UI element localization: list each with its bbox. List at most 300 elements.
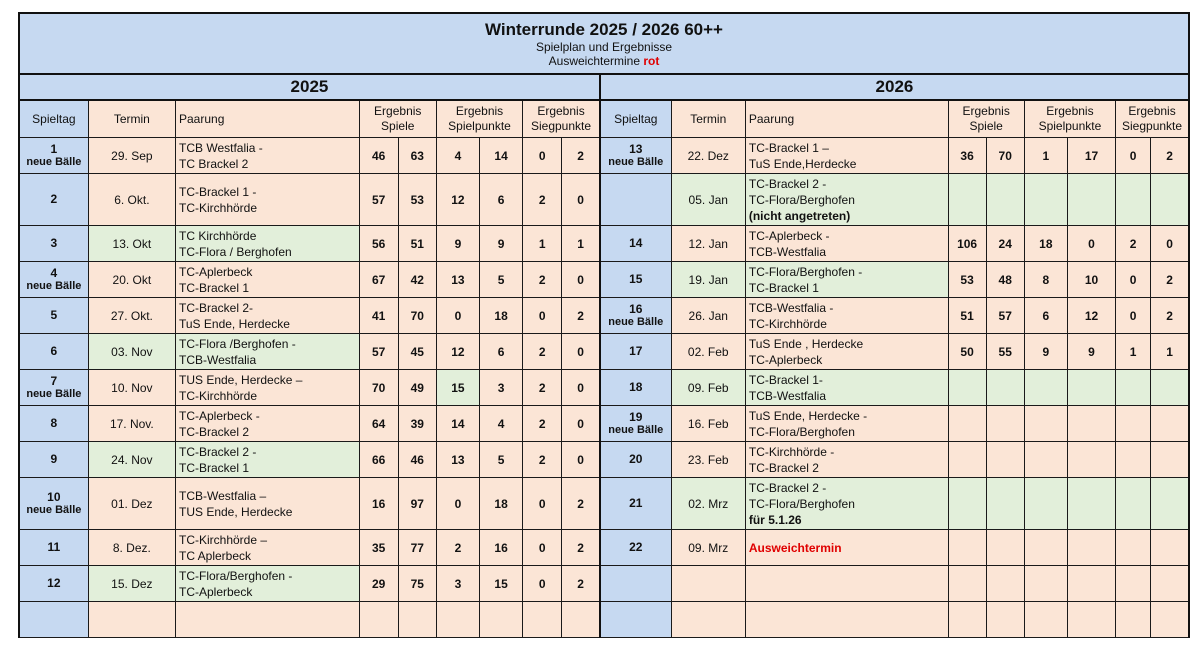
right-score-s2: 57: [986, 298, 1024, 334]
right-spieltag-cell: [600, 138, 671, 174]
right-paarung-cell: [745, 530, 948, 566]
right-spieltag-cell: [600, 406, 671, 442]
left-score-s1: 64: [359, 406, 398, 442]
left-score-s2: 75: [398, 566, 436, 602]
table-row: [19, 334, 1189, 370]
left-score-sp2: 16: [480, 530, 523, 566]
team-name: TCB-Westfalia: [748, 388, 826, 403]
right-score-sg1: [1116, 478, 1151, 530]
right-paarung-cell: [745, 226, 948, 262]
left-score-s1: 46: [359, 138, 398, 174]
schedule-sheet: [18, 12, 1190, 638]
left-score-s2: 63: [398, 138, 436, 174]
left-hdr-ergebnis-spiele: [359, 100, 436, 138]
right-score-sg2: [1151, 442, 1189, 478]
alt-date-label: Ausweichtermin: [748, 540, 842, 555]
team-name: TC-Aplerbeck -: [748, 228, 830, 243]
new-balls-note: neue Bälle: [608, 315, 664, 328]
left-spieltag-cell: [19, 442, 88, 478]
left-score-sg2: 2: [562, 530, 600, 566]
team-name: TC-Brackel 1-: [748, 372, 823, 387]
new-balls-note: neue Bälle: [26, 503, 82, 516]
hdr-ergebnis-text: Ergebnis: [537, 104, 585, 118]
left-spieltag-cell: [19, 334, 88, 370]
right-spieltag-cell: [600, 442, 671, 478]
spieltag-number: 3: [50, 236, 58, 250]
left-score-sp2: [480, 602, 523, 638]
left-score-s1: 35: [359, 530, 398, 566]
right-score-sp2: 10: [1067, 262, 1115, 298]
hdr-paarung-text: Paarung: [748, 112, 795, 126]
right-paarung-cell: [745, 174, 948, 226]
left-score-sg2: [562, 602, 600, 638]
team-name: TC-Flora/Berghofen: [748, 496, 855, 511]
right-score-sg1: [1116, 602, 1151, 638]
right-score-sg1: [1116, 174, 1151, 226]
right-score-s2: [986, 370, 1024, 406]
left-paarung-cell: [176, 174, 360, 226]
hdr-spiele-text: Spiele: [969, 119, 1003, 133]
right-score-s2: 48: [986, 262, 1024, 298]
right-score-sg2: [1151, 478, 1189, 530]
left-score-sg1: 2: [523, 262, 562, 298]
right-score-sg2: [1151, 530, 1189, 566]
left-score-s1: [359, 602, 398, 638]
right-score-sp2: 9: [1067, 334, 1115, 370]
right-score-s1: [948, 478, 986, 530]
right-score-sp2: [1067, 174, 1115, 226]
left-score-sp1: 4: [436, 138, 479, 174]
right-spieltag-cell: [600, 174, 671, 226]
team-name: TCB-Westfalia -: [748, 300, 834, 315]
left-termin-cell: 10. Nov: [88, 370, 175, 406]
right-score-s2: [986, 602, 1024, 638]
hdr-termin-text: Termin: [113, 111, 150, 126]
right-score-s1: [948, 174, 986, 226]
right-score-sp1: [1024, 478, 1067, 530]
spieltag-number: 7: [50, 373, 58, 388]
right-score-sg2: 1: [1151, 334, 1189, 370]
right-score-s1: [948, 370, 986, 406]
right-score-s1: 50: [948, 334, 986, 370]
team-name: TuS Ende, Herdecke -: [748, 408, 868, 423]
right-termin-cell: 02. Mrz: [671, 478, 745, 530]
left-score-sg2: 0: [562, 442, 600, 478]
year-right: 2026: [600, 74, 1189, 100]
right-score-s2: [986, 530, 1024, 566]
left-score-s2: 97: [398, 478, 436, 530]
left-termin-cell: 6. Okt.: [88, 174, 175, 226]
team-name: TuS Ende, Herdecke: [179, 316, 290, 331]
hdr-spieltag-text: Spieltag: [614, 111, 658, 126]
left-paarung-cell: [176, 226, 360, 262]
left-score-sg1: 1: [523, 226, 562, 262]
right-hdr-ergebnis-spiele: [948, 100, 1024, 138]
right-spieltag-cell: [600, 566, 671, 602]
right-score-sp1: [1024, 406, 1067, 442]
spieltag-number: 4: [50, 265, 58, 280]
right-score-sg2: [1151, 174, 1189, 226]
left-score-sg1: 2: [523, 334, 562, 370]
table-row: [19, 566, 1189, 602]
left-spieltag-cell: [19, 370, 88, 406]
left-score-sg2: 1: [562, 226, 600, 262]
team-name: TC-Kirchhörde: [179, 200, 258, 215]
left-score-sg2: 2: [562, 566, 600, 602]
right-termin-cell: 16. Feb: [671, 406, 745, 442]
right-score-sg2: [1151, 602, 1189, 638]
right-score-sg2: 2: [1151, 298, 1189, 334]
team-name: TC Kirchhörde: [179, 228, 257, 243]
spieltag-number: 22: [629, 540, 643, 554]
right-score-s2: 70: [986, 138, 1024, 174]
left-score-sp1: 13: [436, 442, 479, 478]
right-score-sp2: [1067, 530, 1115, 566]
spieltag-number: 13: [629, 141, 643, 156]
table-row: [19, 174, 1189, 226]
right-score-s1: [948, 406, 986, 442]
team-name: TuS Ende,Herdecke: [748, 156, 857, 171]
spieltag-number: 18: [629, 380, 643, 394]
right-score-s2: [986, 174, 1024, 226]
right-score-s2: [986, 478, 1024, 530]
spieltag-number: 8: [50, 416, 58, 430]
left-paarung-cell: [176, 530, 360, 566]
left-hdr-termin: [88, 100, 175, 138]
right-score-sp1: 18: [1024, 226, 1067, 262]
team-name: TCB Westfalia -: [179, 140, 263, 155]
left-score-sp1: 13: [436, 262, 479, 298]
team-name: TC-Aplerbeck: [748, 352, 823, 367]
spieltag-number: 21: [629, 496, 643, 510]
table-row: [19, 442, 1189, 478]
right-paarung-cell: [745, 138, 948, 174]
right-score-s2: 24: [986, 226, 1024, 262]
left-score-sg1: 0: [523, 138, 562, 174]
team-name: TCB-Westfalia: [179, 352, 257, 367]
left-score-sp1: 12: [436, 174, 479, 226]
hdr-ergebnis-text: Ergebnis: [455, 104, 504, 118]
left-spieltag-cell: [19, 226, 88, 262]
right-paarung-cell: [745, 478, 948, 530]
right-score-sp1: [1024, 566, 1067, 602]
right-score-sp2: 0: [1067, 226, 1115, 262]
right-spieltag-cell: [600, 530, 671, 566]
right-score-sg1: 0: [1116, 298, 1151, 334]
left-score-s2: 49: [398, 370, 436, 406]
right-hdr-termin: [671, 100, 745, 138]
hdr-siegpunkte-text: Siegpunkte: [530, 119, 592, 133]
spieltag-number: 10: [47, 489, 61, 504]
right-spieltag-cell: [600, 298, 671, 334]
spieltag-number: 16: [629, 301, 643, 316]
left-score-sg1: 0: [523, 478, 562, 530]
right-score-sp1: 8: [1024, 262, 1067, 298]
left-score-s1: 57: [359, 174, 398, 226]
new-balls-note: neue Bälle: [608, 423, 664, 436]
left-score-sg1: 0: [523, 530, 562, 566]
left-score-sp2: 9: [480, 226, 523, 262]
hdr-ergebnis-text: Ergebnis: [374, 104, 422, 118]
left-paarung-cell: [176, 566, 360, 602]
team-name: TC-Flora/Berghofen -: [179, 568, 293, 583]
left-score-sp1: 0: [436, 298, 479, 334]
left-termin-cell: 8. Dez.: [88, 530, 175, 566]
spieltag-number: 20: [629, 452, 643, 466]
left-paarung-cell: [176, 478, 360, 530]
left-termin-cell: 20. Okt: [88, 262, 175, 298]
team-name: TC-Kirchhörde -: [748, 444, 835, 459]
right-paarung-cell: [745, 370, 948, 406]
left-paarung-cell: [176, 442, 360, 478]
left-score-sp2: 3: [480, 370, 523, 406]
left-score-sp1: 14: [436, 406, 479, 442]
table-row: [19, 406, 1189, 442]
hdr-ergebnis-text: Ergebnis: [1128, 104, 1176, 118]
left-hdr-spieltag: [19, 100, 88, 138]
left-spieltag-cell: [19, 566, 88, 602]
left-score-sg2: 2: [562, 478, 600, 530]
right-spieltag-cell: [600, 226, 671, 262]
table-row: [19, 298, 1189, 334]
left-score-sp2: 5: [480, 442, 523, 478]
spieltag-number: 1: [50, 141, 58, 156]
new-balls-note: neue Bälle: [26, 279, 82, 292]
left-termin-cell: [88, 602, 175, 638]
left-score-s2: 70: [398, 298, 436, 334]
right-score-s1: [948, 530, 986, 566]
right-score-sg2: 0: [1151, 226, 1189, 262]
left-score-sp2: 18: [480, 298, 523, 334]
left-spieltag-cell: [19, 298, 88, 334]
right-score-s1: [948, 566, 986, 602]
left-score-s2: 53: [398, 174, 436, 226]
right-paarung-cell: [745, 262, 948, 298]
right-paarung-cell: [745, 334, 948, 370]
right-score-sg1: [1116, 566, 1151, 602]
right-score-sg1: 2: [1116, 226, 1151, 262]
team-name: TC-Brackel 1 –: [748, 140, 829, 155]
left-score-sp2: 15: [480, 566, 523, 602]
right-score-sg1: [1116, 442, 1151, 478]
left-score-sg2: 0: [562, 334, 600, 370]
left-score-s1: 29: [359, 566, 398, 602]
right-score-s1: 106: [948, 226, 986, 262]
right-score-s1: [948, 602, 986, 638]
pairing-note: (nicht angetreten): [748, 208, 851, 223]
team-name: TC-Kirchhörde –: [179, 532, 268, 547]
new-balls-note: neue Bälle: [26, 155, 82, 168]
left-score-sg1: 2: [523, 442, 562, 478]
hdr-paarung-text: Paarung: [179, 112, 225, 126]
right-termin-cell: [671, 566, 745, 602]
team-name: TC-Brackel 1: [179, 460, 250, 475]
right-termin-cell: 12. Jan: [671, 226, 745, 262]
right-spieltag-cell: [600, 262, 671, 298]
left-spieltag-cell: [19, 174, 88, 226]
team-name: TC-Flora / Berghofen: [179, 244, 292, 259]
spieltag-number: 9: [50, 452, 58, 466]
team-name: TC Brackel 2: [179, 156, 249, 171]
right-paarung-cell: [745, 442, 948, 478]
new-balls-note: neue Bälle: [608, 155, 664, 168]
right-score-s1: [948, 442, 986, 478]
right-paarung-cell: [745, 566, 948, 602]
left-score-sp1: 2: [436, 530, 479, 566]
left-score-sp2: 6: [480, 174, 523, 226]
left-score-sg1: 2: [523, 406, 562, 442]
left-score-sg2: 2: [562, 138, 600, 174]
right-score-sg1: [1116, 406, 1151, 442]
left-score-sp1: 0: [436, 478, 479, 530]
left-termin-cell: 24. Nov: [88, 442, 175, 478]
left-score-sp1: 9: [436, 226, 479, 262]
team-name: TC-Aplerbeck: [179, 584, 253, 599]
right-score-sg1: 0: [1116, 262, 1151, 298]
schedule-table: [18, 12, 1190, 638]
team-name: TC-Flora/Berghofen: [748, 424, 855, 439]
left-termin-cell: 27. Okt.: [88, 298, 175, 334]
left-spieltag-cell: [19, 406, 88, 442]
right-termin-cell: 19. Jan: [671, 262, 745, 298]
spieltag-number: 2: [50, 192, 58, 206]
left-score-sp2: 18: [480, 478, 523, 530]
left-score-sp2: 5: [480, 262, 523, 298]
team-name: TCB-Westfalia: [748, 244, 826, 259]
right-score-sp2: [1067, 442, 1115, 478]
right-score-s1: 53: [948, 262, 986, 298]
left-score-sg1: 2: [523, 174, 562, 226]
right-score-sp1: [1024, 442, 1067, 478]
right-termin-cell: 02. Feb: [671, 334, 745, 370]
team-name: TC-Flora/Berghofen: [748, 192, 855, 207]
left-paarung-cell: [176, 262, 360, 298]
left-score-sp1: 12: [436, 334, 479, 370]
right-termin-cell: 05. Jan: [671, 174, 745, 226]
table-row: [19, 138, 1189, 174]
spieltag-number: 15: [629, 272, 643, 286]
team-name: TC-Brackel 1: [179, 280, 250, 295]
new-balls-note: neue Bälle: [26, 387, 82, 400]
right-score-sg1: 1: [1116, 334, 1151, 370]
spieltag-number: 11: [47, 540, 61, 554]
right-score-s2: [986, 442, 1024, 478]
left-termin-cell: 17. Nov.: [88, 406, 175, 442]
left-paarung-cell: [176, 298, 360, 334]
right-score-s2: [986, 406, 1024, 442]
spieltag-number: 5: [50, 308, 58, 322]
pairing-note: für 5.1.26: [748, 512, 802, 527]
page-title: Winterrunde 2025 / 2026 60++: [485, 19, 723, 39]
right-paarung-cell: [745, 298, 948, 334]
spieltag-number: 17: [629, 344, 643, 358]
team-name: TUS Ende, Herdecke –: [179, 372, 303, 387]
left-termin-cell: 15. Dez: [88, 566, 175, 602]
right-score-sp1: 6: [1024, 298, 1067, 334]
spieltag-number: 19: [629, 409, 643, 424]
year-left: 2025: [19, 74, 600, 100]
right-score-sp2: [1067, 602, 1115, 638]
left-paarung-cell: [176, 406, 360, 442]
team-name: TC-Kirchhörde: [179, 388, 258, 403]
right-hdr-ergebnis-spielpunkte: [1024, 100, 1115, 138]
left-score-sg2: 0: [562, 174, 600, 226]
left-score-s1: 67: [359, 262, 398, 298]
team-name: TC-Brackel 2 -: [748, 176, 827, 191]
team-name: TC-Brackel 2: [179, 424, 250, 439]
hdr-spiele-text: Spiele: [381, 119, 415, 133]
left-score-s2: [398, 602, 436, 638]
left-score-s1: 57: [359, 334, 398, 370]
left-termin-cell: 01. Dez: [88, 478, 175, 530]
right-score-sg2: 2: [1151, 138, 1189, 174]
team-name: TC-Aplerbeck -: [179, 408, 260, 423]
alt-dates-note: [20, 54, 1188, 68]
right-score-sg2: [1151, 566, 1189, 602]
hdr-spieltag-text: Spieltag: [32, 111, 76, 126]
right-spieltag-cell: [600, 334, 671, 370]
right-paarung-cell: [745, 406, 948, 442]
table-row: [19, 478, 1189, 530]
left-score-sp1: 3: [436, 566, 479, 602]
right-score-s1: 36: [948, 138, 986, 174]
left-score-s1: 41: [359, 298, 398, 334]
right-termin-cell: 09. Mrz: [671, 530, 745, 566]
right-score-sp1: 1: [1024, 138, 1067, 174]
left-score-s1: 16: [359, 478, 398, 530]
team-name: TCB-Westfalia –: [179, 488, 267, 503]
right-hdr-paarung: [745, 100, 948, 138]
left-paarung-cell: [176, 602, 360, 638]
left-paarung-cell: [176, 334, 360, 370]
right-termin-cell: 23. Feb: [671, 442, 745, 478]
right-spieltag-cell: [600, 370, 671, 406]
team-name: TC-Kirchhörde: [748, 316, 827, 331]
right-score-sp2: [1067, 478, 1115, 530]
team-name: TC-Brackel 2-: [179, 300, 254, 315]
team-name: TuS Ende , Herdecke: [748, 336, 864, 351]
team-name: TC-Flora/Berghofen -: [748, 264, 863, 279]
team-name: TC-Brackel 2 -: [179, 444, 257, 459]
hdr-spielpunkte-text: Spielpunkte: [448, 119, 511, 133]
left-score-sg1: 0: [523, 298, 562, 334]
right-score-sp2: [1067, 370, 1115, 406]
left-score-s2: 77: [398, 530, 436, 566]
left-spieltag-cell: [19, 602, 88, 638]
left-spieltag-cell: [19, 138, 88, 174]
right-score-sp2: 17: [1067, 138, 1115, 174]
left-score-s1: 56: [359, 226, 398, 262]
alt-dates-red-word: rot: [643, 53, 660, 68]
table-row: [19, 370, 1189, 406]
right-score-sg2: 2: [1151, 262, 1189, 298]
right-termin-cell: 26. Jan: [671, 298, 745, 334]
left-score-s2: 51: [398, 226, 436, 262]
left-hdr-paarung: [176, 100, 360, 138]
right-score-s1: 51: [948, 298, 986, 334]
right-hdr-spieltag: [600, 100, 671, 138]
right-score-sp1: [1024, 602, 1067, 638]
left-score-sp1: 15: [436, 370, 479, 406]
title-block: [19, 13, 1189, 74]
left-termin-cell: 03. Nov: [88, 334, 175, 370]
team-name: TUS Ende, Herdecke: [179, 504, 293, 519]
team-name: TC-Brackel 1: [748, 280, 819, 295]
spieltag-number: 12: [47, 576, 61, 590]
table-row: [19, 262, 1189, 298]
right-score-sp2: [1067, 406, 1115, 442]
spieltag-number: 14: [629, 236, 643, 250]
